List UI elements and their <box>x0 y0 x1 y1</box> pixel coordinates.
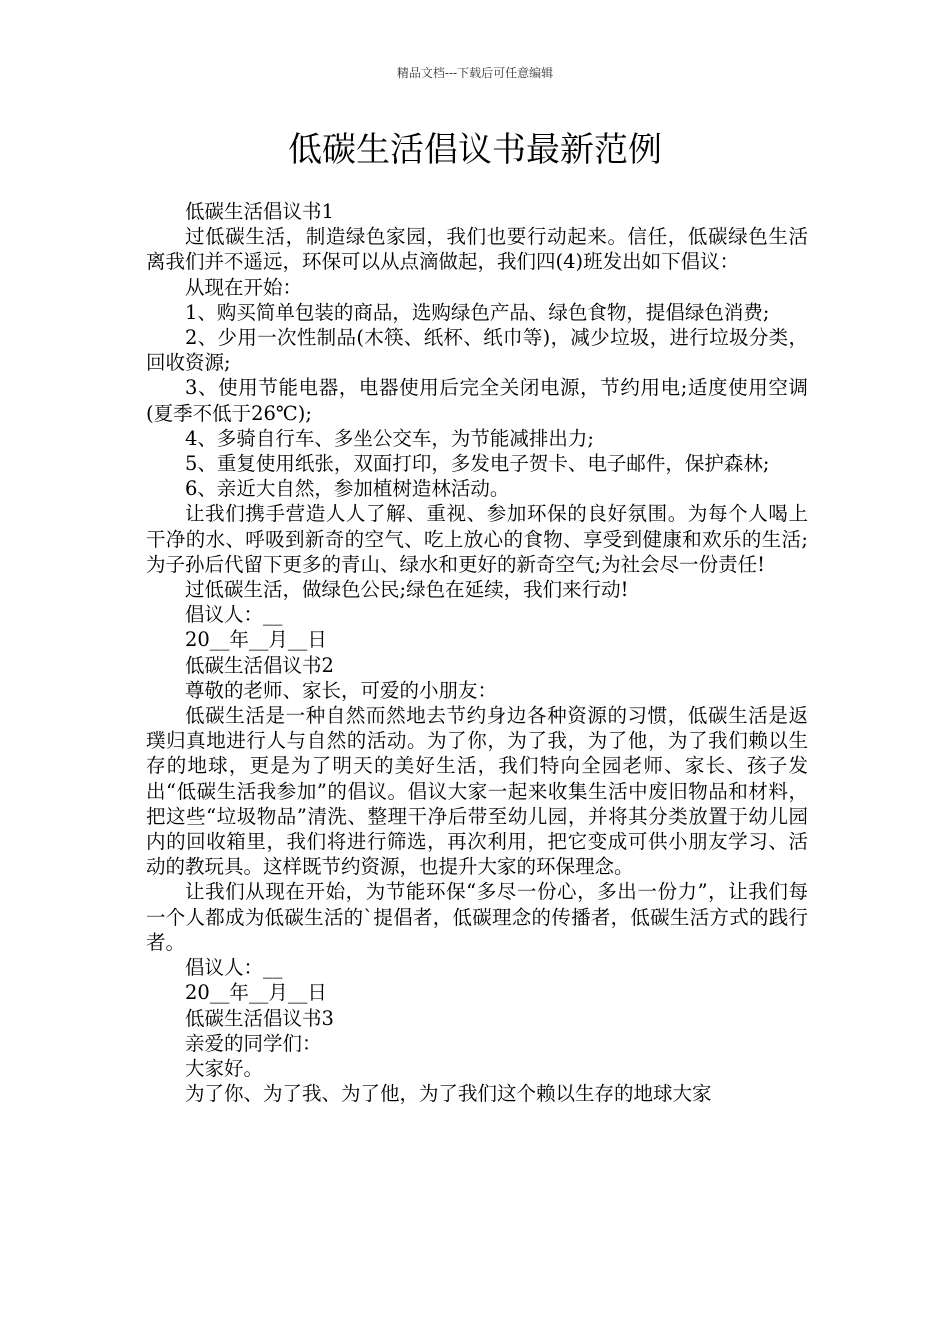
paragraph: 倡议人：__ <box>185 956 283 980</box>
paragraph: 过低碳生活，做绿色公民;绿色在延续，我们来行动! <box>185 578 629 602</box>
paragraph: 1、购买简单包装的商品，选购绿色产品、绿色食物，提倡绿色消费; <box>185 300 770 324</box>
paragraph: 3、使用节能电器，电器使用后完全关闭电源，节约用电;适度使用空调(夏季不低于26℃); <box>146 376 808 425</box>
page-header-note: 精品文档---下载后可任意编辑 <box>396 66 554 80</box>
paragraph: 4、多骑自行车、多坐公交车，为节能减排出力; <box>185 426 594 450</box>
paragraph: 让我们携手营造人人了解、重视、参加环保的良好氛围。为每个人喝上干净的水、呼吸到新奇的空气、吃上放心的食物、享受到健康和欢乐的生活;为子孙后代留下更多的青山、绿水和更好的新奇空气;为社会尽一份责任! <box>146 502 808 576</box>
paragraph: 5、重复使用纸张，双面打印，多发电子贺卡、电子邮件，保护森林; <box>185 452 770 476</box>
paragraph: 倡议人：__ <box>185 603 283 627</box>
paragraph: 让我们从现在开始，为节能环保“多尽一份心，多出一份力”，让我们每一个人都成为低碳生活的`提倡者，低碳理念的传播者，低碳生活方式的践行者。 <box>146 880 808 954</box>
paragraph: 20__年__月__日 <box>185 628 327 652</box>
document-body <box>146 199 808 1106</box>
paragraph: 尊敬的老师、家长，可爱的小朋友： <box>185 678 498 702</box>
paragraph: 低碳生活倡议书1 <box>185 200 334 223</box>
paragraph: 亲爱的同学们： <box>185 1031 322 1055</box>
paragraph: 从现在开始： <box>185 275 303 299</box>
paragraph: 低碳生活倡议书3 <box>185 1006 334 1030</box>
paragraph: 2、少用一次性制品(木筷、纸杯、纸巾等)，减少垃圾，进行垃圾分类，回收资源; <box>146 326 808 375</box>
paragraph: 过低碳生活，制造绿色家园，我们也要行动起来。信任，低碳绿色生活离我们并不遥远，环保可以从点滴做起，我们四(4)班发出如下倡议： <box>146 225 808 274</box>
document-title: 低碳生活倡议书最新范例 <box>288 130 662 170</box>
paragraph: 为了你、为了我、为了他，为了我们这个赖以生存的地球大家 <box>185 1082 712 1106</box>
paragraph: 20__年__月__日 <box>185 981 327 1005</box>
paragraph: 低碳生活是一种自然而然地去节约身边各种资源的习惯，低碳生活是返璞归真地进行人与自然的活动。为了你，为了我，为了他，为了我们赖以生存的地球，更是为了明天的美好生活，我们特向全园老师、家长、孩子发出“低碳生活我参加”的倡议。倡议大家一起来收集生活中废旧物品和材料，把这些“垃圾物品”清洗、整理干净后带至幼儿园，并将其分类放置于幼儿园内的回收箱里，我们将进行筛选，再次利用，把它变成可供小朋友学习、活动的教玩具。这样既节约资源，也提升大家的环保理念。 <box>146 704 808 879</box>
paragraph: 低碳生活倡议书2 <box>185 653 334 677</box>
paragraph: 6、亲近大自然，参加植树造林活动。 <box>185 477 510 501</box>
paragraph: 大家好。 <box>185 1056 264 1080</box>
